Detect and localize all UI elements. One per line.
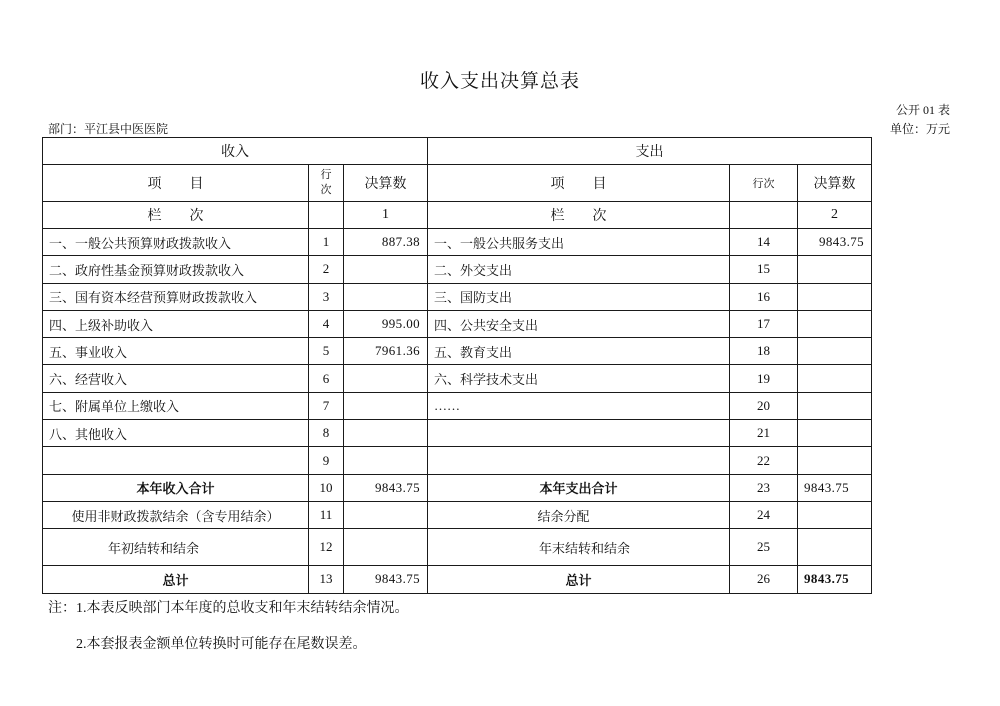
table-row — [43, 420, 872, 447]
income-amount-cell: 7961.36 — [344, 338, 428, 365]
expense-item-cell: …… — [428, 392, 730, 419]
expense-line-cell: 19 — [730, 365, 798, 392]
income-line-cell: 12 — [309, 529, 344, 566]
expense-amount-cell — [798, 447, 872, 474]
income-item-cell: 三、国有资本经营预算财政拨款收入 — [43, 283, 309, 310]
expense-amount-cell: 9843.75 — [798, 474, 872, 501]
income-item-cell: 一、一般公共预算财政拨款收入 — [43, 229, 309, 256]
department-label: 部门：平江县中医医院 — [48, 122, 169, 136]
expense-item-cell — [428, 447, 730, 474]
expense-amount-header: 决算数 — [798, 165, 872, 202]
form-code: 公开 01 表 — [895, 103, 950, 117]
expense-amount-cell — [798, 392, 872, 419]
expense-grand-total-label: 总计 — [428, 566, 730, 593]
expense-amount-cell: 9843.75 — [798, 229, 872, 256]
income-item-cell: 使用非财政拨款结余（含专用结余） — [43, 501, 309, 528]
expense-index-blank — [730, 202, 798, 229]
expense-line-cell: 26 — [730, 566, 798, 593]
expense-grand-total-amount: 9843.75 — [798, 566, 872, 593]
page-title: 收入支出决算总表 — [419, 71, 580, 92]
income-amount-cell — [344, 365, 428, 392]
expense-amount-cell — [798, 501, 872, 528]
expense-amount-cell — [798, 338, 872, 365]
expense-amount-cell — [798, 365, 872, 392]
unit-label: 单位：万元 — [889, 122, 950, 136]
expense-item-cell: 一、一般公共服务支出 — [428, 229, 730, 256]
expense-line-cell: 25 — [730, 529, 798, 566]
table-row — [43, 310, 872, 337]
income-amount-cell — [344, 256, 428, 283]
expense-item-cell: 六、科学技术支出 — [428, 365, 730, 392]
expense-item-cell: 二、外交支出 — [428, 256, 730, 283]
table-row — [43, 256, 872, 283]
expense-line-cell: 15 — [730, 256, 798, 283]
expense-item-cell: 五、教育支出 — [428, 338, 730, 365]
expense-line-cell: 20 — [730, 392, 798, 419]
income-grand-total-label: 总计 — [43, 566, 309, 593]
footnote-2: 2.本套报表金额单位转换时可能存在尾数误差。 — [76, 637, 367, 652]
income-line-cell: 13 — [309, 566, 344, 593]
income-line-cell: 10 — [309, 474, 344, 501]
expense-amount-cell — [798, 256, 872, 283]
income-item-cell: 七、附属单位上缴收入 — [43, 392, 309, 419]
income-index-value: 1 — [344, 202, 428, 229]
table-row — [43, 365, 872, 392]
expense-line-cell: 22 — [730, 447, 798, 474]
table-row — [43, 229, 872, 256]
income-item-cell — [43, 447, 309, 474]
income-item-cell: 年初结转和结余 — [43, 529, 309, 566]
income-line-header-text: 行次 — [320, 169, 332, 196]
income-index-label: 栏 次 — [43, 202, 309, 229]
total-row — [43, 474, 872, 501]
expense-total-label: 本年支出合计 — [428, 474, 730, 501]
expense-line-cell: 18 — [730, 338, 798, 365]
expense-amount-cell — [798, 529, 872, 566]
income-line-header — [309, 165, 344, 202]
income-grand-total-amount: 9843.75 — [344, 566, 428, 593]
expense-item-cell: 结余分配 — [428, 501, 730, 528]
total-row — [43, 529, 872, 566]
column-index-row — [43, 202, 872, 229]
expense-amount-cell — [798, 310, 872, 337]
expense-line-cell: 14 — [730, 229, 798, 256]
income-amount-cell — [344, 420, 428, 447]
expense-amount-cell — [798, 420, 872, 447]
expense-line-header: 行次 — [730, 165, 798, 202]
grand-total-row — [43, 566, 872, 593]
income-line-cell: 5 — [309, 338, 344, 365]
table-row — [43, 447, 872, 474]
income-item-header: 项 目 — [43, 165, 309, 202]
income-amount-cell — [344, 283, 428, 310]
income-section-header: 收入 — [43, 138, 428, 165]
total-row — [43, 501, 872, 528]
income-amount-cell: 9843.75 — [344, 474, 428, 501]
expense-item-cell: 四、公共安全支出 — [428, 310, 730, 337]
expense-line-cell: 16 — [730, 283, 798, 310]
income-item-cell: 八、其他收入 — [43, 420, 309, 447]
income-amount-header: 决算数 — [344, 165, 428, 202]
income-amount-cell: 995.00 — [344, 310, 428, 337]
expense-item-cell: 年末结转和结余 — [428, 529, 730, 566]
income-amount-cell: 887.38 — [344, 229, 428, 256]
expense-section-header: 支出 — [428, 138, 872, 165]
expense-line-cell: 17 — [730, 310, 798, 337]
table-row — [43, 338, 872, 365]
income-total-label: 本年收入合计 — [43, 474, 309, 501]
income-line-cell: 4 — [309, 310, 344, 337]
income-item-cell: 二、政府性基金预算财政拨款收入 — [43, 256, 309, 283]
expense-line-cell: 23 — [730, 474, 798, 501]
income-item-cell: 五、事业收入 — [43, 338, 309, 365]
expense-line-cell: 21 — [730, 420, 798, 447]
expense-item-header: 项 目 — [428, 165, 730, 202]
footnote-1: 注：1.本表反映部门本年度的总收支和年末结转结余情况。 — [48, 601, 409, 616]
income-line-cell: 7 — [309, 392, 344, 419]
income-amount-cell — [344, 447, 428, 474]
expense-item-cell: 三、国防支出 — [428, 283, 730, 310]
income-line-cell: 2 — [309, 256, 344, 283]
income-line-cell: 1 — [309, 229, 344, 256]
income-item-cell: 四、上级补助收入 — [43, 310, 309, 337]
income-amount-cell — [344, 501, 428, 528]
income-line-cell: 9 — [309, 447, 344, 474]
column-header-row — [43, 165, 872, 202]
income-item-cell: 六、经营收入 — [43, 365, 309, 392]
income-line-cell: 11 — [309, 501, 344, 528]
section-header-row — [43, 138, 872, 165]
expense-item-cell — [428, 420, 730, 447]
income-amount-cell — [344, 529, 428, 566]
summary-table — [42, 137, 872, 594]
income-line-cell: 6 — [309, 365, 344, 392]
expense-index-label: 栏 次 — [428, 202, 730, 229]
expense-amount-cell — [798, 283, 872, 310]
expense-index-value: 2 — [798, 202, 872, 229]
table-row — [43, 283, 872, 310]
table-row — [43, 392, 872, 419]
income-index-blank — [309, 202, 344, 229]
expense-line-cell: 24 — [730, 501, 798, 528]
income-amount-cell — [344, 392, 428, 419]
income-line-cell: 8 — [309, 420, 344, 447]
income-line-cell: 3 — [309, 283, 344, 310]
